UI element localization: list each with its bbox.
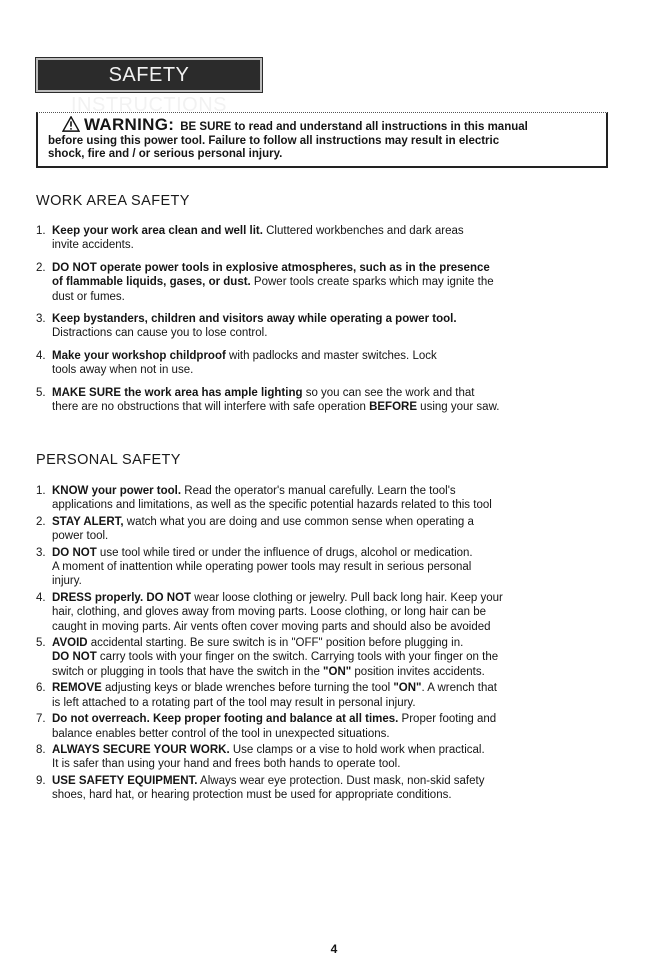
item-number: 6. — [36, 682, 46, 695]
warning-label: WARNING: — [84, 115, 175, 134]
body-text: injury. — [52, 575, 82, 588]
item-line — [52, 363, 620, 377]
warning-text-2: before using this power tool. Failure to follow all instructions may result in electric — [48, 134, 500, 147]
body-text: wear loose clothing or jewelry. Pull back long hair. Keep your — [191, 591, 503, 604]
item-line — [52, 484, 620, 498]
body-text: It is safer than using your hand and frees both hands to operate tool. — [52, 758, 401, 771]
item-line — [52, 743, 620, 757]
item-line — [52, 238, 620, 252]
item-line — [52, 224, 620, 238]
item-number: 8. — [36, 743, 46, 756]
bold-text: REMOVE — [52, 682, 102, 695]
item-line — [52, 290, 620, 304]
item-number: 5. — [36, 637, 46, 650]
personal-safety-item-2 — [36, 515, 620, 544]
body-text: switch or plugging in tools that have the switch in the — [52, 665, 324, 678]
work-area-list — [36, 224, 620, 414]
body-text: so you can see the work and that — [302, 386, 475, 399]
item-number: 3. — [36, 313, 46, 326]
item-line — [52, 261, 620, 275]
item-line — [52, 400, 620, 414]
body-text: Use clamps or a vise to hold work when practical. — [229, 743, 485, 756]
body-text: A moment of inattention while operating power tools may result in serious personal — [52, 561, 472, 574]
personal-safety-item-6 — [36, 681, 620, 710]
item-line — [52, 326, 620, 340]
body-text: carry tools with your finger on the switch. Carrying tools with your finger on the — [96, 651, 499, 664]
body-text: with padlocks and master switches. Lock — [225, 349, 437, 362]
body-text: position invites accidents. — [351, 665, 485, 678]
body-text: hair, clothing, and gloves away from moving parts. Loose clothing, or long hair can be — [52, 606, 487, 619]
body-text: Read the operator's manual carefully. Learn the tool's — [181, 485, 456, 497]
item-number: 4. — [36, 349, 46, 362]
bold-text: STAY ALERT, — [52, 515, 124, 528]
item-line — [52, 515, 620, 529]
body-text: adjusting keys or blade wrenches before turning the tool — [101, 682, 394, 695]
work-area-item-5 — [36, 386, 620, 415]
bold-text: AVOID — [52, 637, 88, 650]
body-text: tools away when not in use. — [52, 364, 194, 377]
item-line — [52, 275, 620, 289]
body-text: there are no obstructions that will interfere with safe operation — [52, 401, 370, 414]
item-line — [52, 591, 620, 605]
body-text: Always wear eye protection. Dust mask, non-skid safety — [197, 774, 485, 787]
item-line — [52, 712, 620, 726]
work-area-item-3 — [36, 312, 620, 341]
item-line — [52, 574, 620, 588]
body-text: . A wrench that — [421, 682, 497, 695]
page-number: 4 — [330, 942, 338, 956]
work-area-item-4 — [36, 349, 620, 378]
work-area-item-1 — [36, 224, 620, 253]
item-number: 9. — [36, 774, 46, 787]
body-text: watch what you are doing and use common sense when operating a — [123, 515, 474, 528]
body-text: dust or fumes. — [52, 290, 125, 303]
item-line — [52, 605, 620, 619]
bold-text: DRESS properly. DO NOT — [52, 591, 192, 604]
item-number: 2. — [36, 261, 46, 274]
item-line — [52, 681, 620, 695]
bold-text: "ON" — [393, 682, 422, 695]
item-number: 1. — [36, 225, 46, 237]
body-text: is left attached to a rotating part of the tool may result in personal injury. — [52, 696, 416, 709]
personal-safety-item-9 — [36, 774, 620, 803]
item-line — [52, 727, 620, 741]
body-text: Power tools create sparks which may ignite the — [250, 276, 494, 289]
body-text: Distractions can cause you to lose control. — [52, 327, 268, 340]
item-line — [52, 386, 620, 400]
body-text: applications and limitations, as well as the specific potential hazards related to this tool — [52, 499, 492, 512]
item-line — [52, 650, 620, 664]
warning-text-1: BE SURE to read and understand all instructions in this manual — [180, 121, 528, 133]
body-text: caught in moving parts. Air vents often cover moving parts and should also be avoided — [52, 620, 491, 633]
bold-text: DO NOT operate power tools in explosive atmospheres, such as in the presence — [52, 261, 490, 274]
item-line — [52, 774, 620, 788]
item-number: 5. — [36, 386, 46, 399]
work-area-item-2 — [36, 261, 620, 304]
warning-text-3: shock, fire and / or serious personal injury. — [48, 148, 283, 160]
item-line — [52, 636, 620, 650]
item-number: 2. — [36, 515, 46, 528]
work-area-heading: WORK AREA SAFETY — [36, 193, 190, 209]
bold-text: Do not overreach. Keep proper footing and balance at all times. — [52, 713, 399, 726]
personal-safety-heading: PERSONAL SAFETY — [36, 452, 181, 468]
item-line — [52, 788, 620, 802]
body-text: Proper footing and — [398, 713, 497, 726]
body-text: use tool while tired or under the influence of drugs, alcohol or medication. — [96, 546, 473, 559]
bold-text: USE SAFETY EQUIPMENT. — [52, 774, 198, 787]
bold-text: ALWAYS SECURE YOUR WORK. — [52, 743, 230, 756]
body-text: invite accidents. — [52, 239, 134, 252]
warning-triangle-icon — [62, 116, 80, 132]
page-title: SAFETY INSTRUCTIONS — [36, 58, 262, 92]
bold-text: DO NOT — [52, 546, 97, 559]
bold-text: KNOW your power tool. — [52, 485, 182, 497]
item-line — [52, 546, 620, 560]
item-line — [52, 620, 620, 634]
bold-text: Keep bystanders, children and visitors away while operating a power tool. — [52, 313, 457, 326]
personal-safety-item-3 — [36, 546, 620, 589]
body-text: balance enables better control of the tool in unexpected situations. — [52, 727, 390, 740]
personal-safety-list — [36, 484, 620, 803]
bold-text: MAKE SURE the work area has ample lighting — [52, 386, 303, 399]
item-number: 7. — [36, 713, 46, 726]
bold-text: of flammable liquids, gases, or dust. — [52, 276, 251, 289]
item-line — [52, 529, 620, 543]
body-text: shoes, hard hat, or hearing protection must be used for appropriate conditions. — [52, 789, 452, 802]
item-line — [52, 349, 620, 363]
body-text: power tool. — [52, 530, 109, 543]
item-number: 3. — [36, 546, 46, 559]
bold-text: Make your workshop childproof — [52, 349, 226, 362]
item-line — [52, 757, 620, 771]
body-text: using your saw. — [416, 401, 500, 414]
personal-safety-item-1 — [36, 484, 620, 513]
item-line — [52, 696, 620, 710]
bold-text: "ON" — [323, 665, 352, 678]
personal-safety-item-4 — [36, 591, 620, 634]
personal-safety-item-5 — [36, 636, 620, 679]
item-number: 1. — [36, 485, 46, 497]
body-text: accidental starting. Be sure switch is in "OFF" position before plugging in. — [87, 637, 464, 650]
bold-text: BEFORE — [369, 401, 417, 414]
item-line — [52, 312, 620, 326]
bold-text: DO NOT — [52, 651, 97, 664]
warning-box — [36, 112, 608, 168]
bold-text: Keep your work area clean and well lit. — [52, 225, 263, 237]
item-number: 4. — [36, 591, 46, 604]
warning-first-line — [62, 116, 598, 135]
body-text: Cluttered workbenches and dark areas — [262, 225, 464, 237]
item-line — [52, 498, 620, 512]
item-line — [52, 665, 620, 679]
personal-safety-item-8 — [36, 743, 620, 772]
item-line — [52, 560, 620, 574]
personal-safety-item-7 — [36, 712, 620, 741]
